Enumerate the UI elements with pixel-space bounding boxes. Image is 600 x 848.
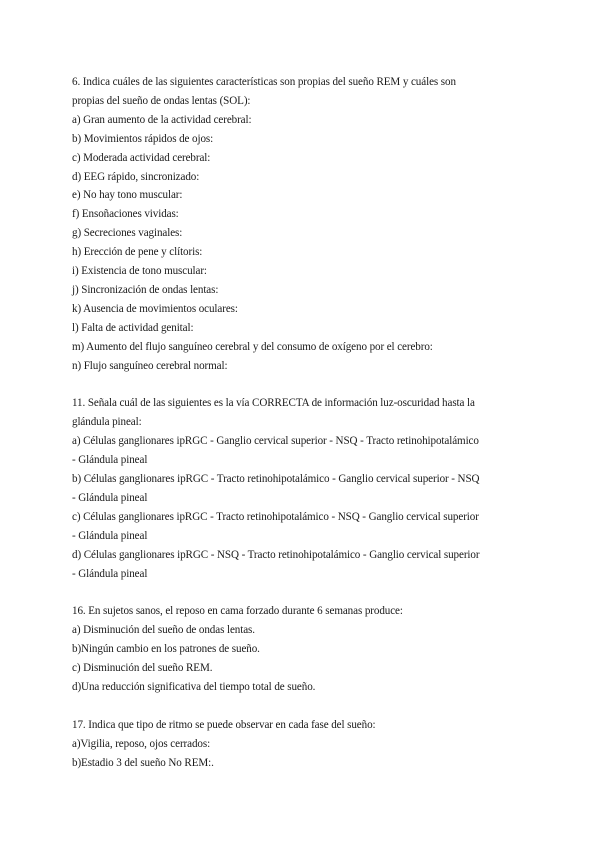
question-title-line: 16. En sujetos sanos, el reposo en cama forzado durante 6 semanas produce:	[72, 605, 403, 618]
option-line: - Glándula pineal	[72, 491, 148, 504]
option-line: c) Disminución del sueño REM.	[72, 662, 213, 675]
question-title-line: 11. Señala cuál de las siguientes es la vía CORRECTA de información luz-oscuridad hasta la	[72, 397, 475, 410]
answer-line: n) Flujo sanguíneo cerebral normal:	[72, 359, 228, 372]
answer-line: a)Vigilia, reposo, ojos cerrados:	[72, 737, 211, 750]
option-line: c) Células ganglionares ipRGC - Tracto retinohipotalámico - NSQ - Ganglio cervical superior	[72, 510, 479, 523]
option-line: - Glándula pineal	[72, 454, 148, 467]
answer-line: l) Falta de actividad genital:	[72, 321, 194, 334]
answer-line: i) Existencia de tono muscular:	[72, 265, 207, 278]
option-line: d) Células ganglionares ipRGC - NSQ - Tracto retinohipotalámico - Ganglio cervical superior	[72, 548, 480, 561]
question-title-line: 17. Indica que tipo de ritmo se puede observar en cada fase del sueño:	[72, 718, 376, 731]
answer-line: c) Moderada actividad cerebral:	[72, 151, 211, 164]
option-line: - Glándula pineal	[72, 529, 148, 542]
answer-line: a) Gran aumento de la actividad cerebral:	[72, 113, 252, 126]
document-page	[72, 73, 534, 791]
question-title-line: glándula pineal:	[72, 416, 142, 429]
answer-line: h) Erección de pene y clítoris:	[72, 246, 203, 259]
question-11	[72, 394, 534, 583]
question-title-line: 6. Indica cuáles de las siguientes características son propias del sueño REM y cuáles son	[72, 76, 456, 88]
option-line: a) Células ganglionares ipRGC - Ganglio cervical superior - NSQ - Tracto retinohipotalámico	[72, 435, 479, 448]
option-line: b) Células ganglionares ipRGC - Tracto retinohipotalámico - Ganglio cervical superior - NSQ	[72, 473, 480, 486]
answer-line: j) Sincronización de ondas lentas:	[72, 283, 219, 296]
answer-line: g) Secreciones vaginales:	[72, 227, 183, 240]
question-16	[72, 602, 534, 697]
answer-line: m) Aumento del flujo sanguíneo cerebral y del consumo de oxígeno por el cerebro:	[72, 340, 433, 353]
answer-line: b) Movimientos rápidos de ojos:	[72, 132, 214, 145]
answer-line: e) No hay tono muscular:	[72, 189, 183, 202]
option-line: a) Disminución del sueño de ondas lentas.	[72, 624, 255, 637]
answer-line: k) Ausencia de movimientos oculares:	[72, 302, 238, 315]
answer-line: b)Estadio 3 del sueño No REM:.	[72, 756, 214, 769]
answer-line: f) Ensoñaciones vividas:	[72, 208, 179, 221]
option-line: - Glándula pineal	[72, 567, 148, 580]
question-17	[72, 716, 534, 773]
option-line: b)Ningún cambio en los patrones de sueño.	[72, 643, 260, 656]
question-title-line: propias del sueño de ondas lentas (SOL):	[72, 94, 251, 107]
question-6	[72, 73, 534, 376]
option-line: d)Una reducción significativa del tiempo total de sueño.	[72, 680, 316, 693]
answer-line: d) EEG rápido, sincronizado:	[72, 170, 200, 183]
